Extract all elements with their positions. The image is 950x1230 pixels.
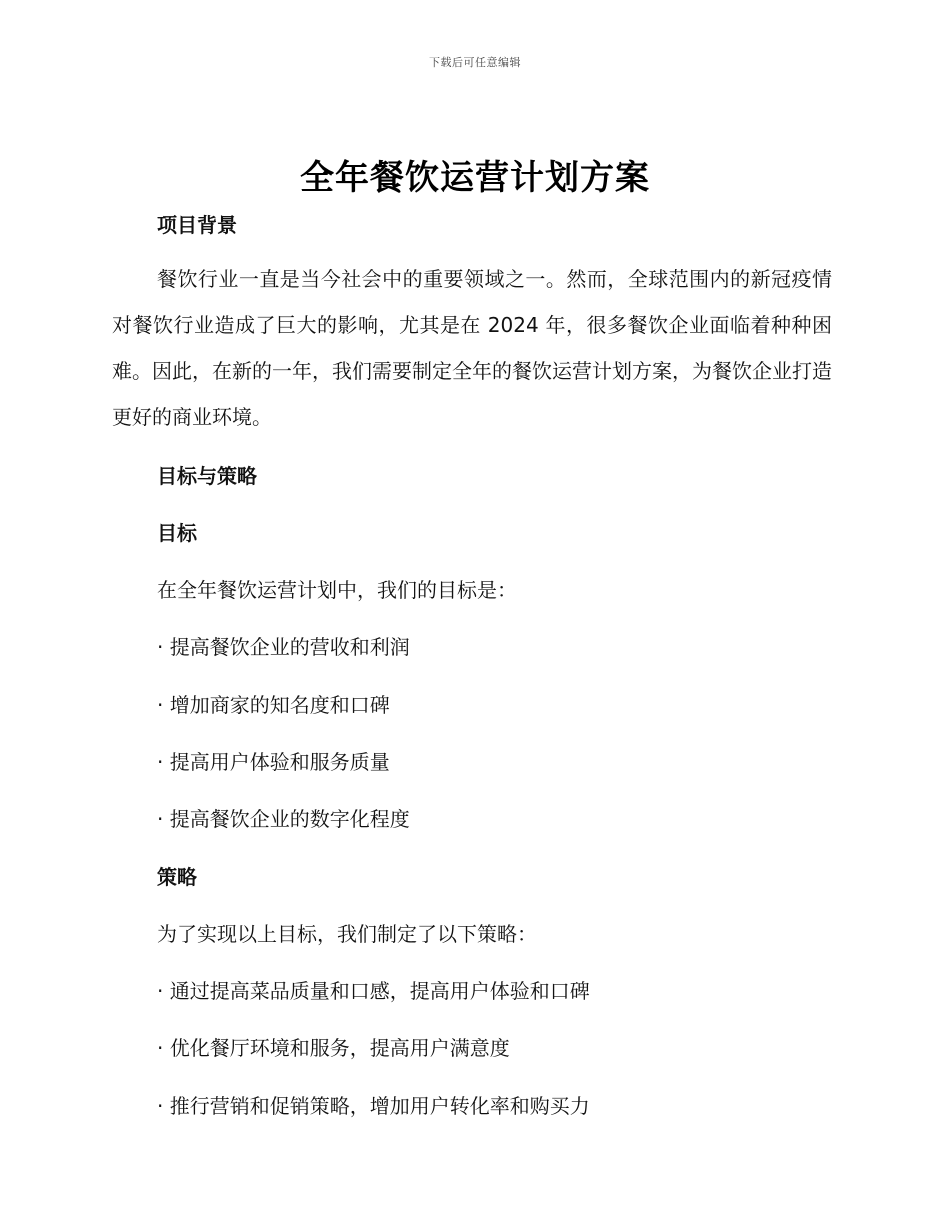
strategy-item: · 推行营销和促销策略，增加用户转化率和购买力 bbox=[157, 1094, 590, 1118]
document-title: 全年餐饮运营计划方案 bbox=[300, 158, 650, 198]
strategy-intro: 为了实现以上目标，我们制定了以下策略： bbox=[157, 922, 537, 946]
goal-item: · 增加商家的知名度和口碑 bbox=[157, 693, 390, 717]
section-heading-goals-strategy: 目标与策略 bbox=[157, 464, 257, 488]
background-paragraph: 餐饮行业一直是当今社会中的重要领域之一。然而，全球范围内的新冠疫情对餐饮行业造成了巨大的影响，尤其是在 2024 年，很多餐饮企业面临着种种困难。因此，在新的一年，我们需要制定全年的餐饮运营计划方案，为餐饮企业打造更好的商业环境。 bbox=[112, 267, 832, 429]
header-note: 下载后可任意编辑 bbox=[429, 56, 521, 69]
section-heading-strategy: 策略 bbox=[157, 865, 197, 889]
strategy-item: · 优化餐厅环境和服务，提高用户满意度 bbox=[157, 1036, 510, 1060]
goal-item: · 提高餐饮企业的营收和利润 bbox=[157, 635, 410, 659]
goal-item: · 提高用户体验和服务质量 bbox=[157, 750, 390, 774]
goals-intro: 在全年餐饮运营计划中，我们的目标是： bbox=[157, 578, 517, 602]
goal-item: · 提高餐饮企业的数字化程度 bbox=[157, 807, 410, 831]
section-heading-background: 项目背景 bbox=[157, 213, 237, 237]
section-heading-goals: 目标 bbox=[157, 521, 197, 545]
strategy-item: · 通过提高菜品质量和口感，提高用户体验和口碑 bbox=[157, 979, 590, 1003]
